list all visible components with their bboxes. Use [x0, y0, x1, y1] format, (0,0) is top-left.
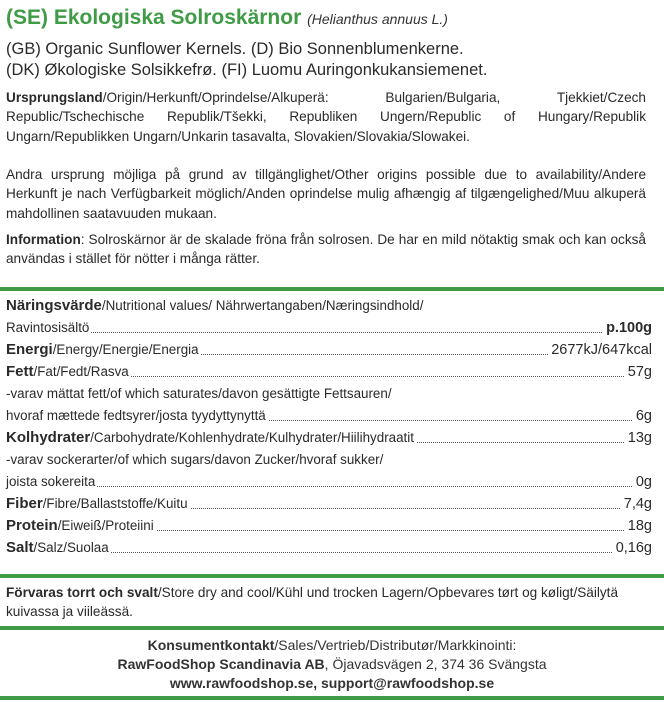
row-label-rest: /Energy/Energie/Energia [52, 342, 199, 357]
nutrition-row-salt [6, 537, 652, 559]
nutrition-row-fat [6, 361, 652, 383]
origin-text: /Origin/Herkunft/Oprindelse/Alkuperä: Bulgarien/Bulgaria, Tjekkiet/Czech Republic/Tschechische Republik/Tšekki, Republiken Ungern/Republic of Hungary/Republik Ungarn/Republikken Ungarn/Unkarin tasavalta, Slovakien/Slovakia/Slowakei. [6, 90, 646, 144]
nutrition-header-row-2 [6, 317, 652, 339]
nutrition-header-line2: Ravintosisältö [6, 320, 90, 335]
row-label: hvoraf mættede fedtsyrer/josta tyydyttynyttä [6, 408, 266, 423]
row-label-bold: Salt [6, 539, 34, 556]
nutrition-row-energy [6, 339, 652, 361]
nutrition-table [6, 295, 652, 559]
nutrition-row-saturates [6, 405, 652, 427]
row-value: 0,16g [613, 537, 652, 559]
divider-lower [0, 626, 664, 630]
row-label-bold: Energi [6, 341, 53, 358]
row-value: 0g [633, 471, 652, 493]
storage-label: Förvaras torrt och svalt [6, 585, 158, 600]
divider-bottom [0, 696, 664, 700]
subtitle-gb-de: (GB) Organic Sunflower Kernels. (D) Bio Sonnenblumenkerne. [6, 40, 464, 58]
row-value: 57g [625, 361, 652, 383]
row-value: 13g [625, 427, 652, 449]
row-label-bold: Fett [6, 363, 34, 380]
row-label-bold: Kolhydrater [6, 429, 91, 446]
row-value: 2677kJ/647kcal [548, 339, 652, 361]
row-label-bold: Protein [6, 517, 58, 534]
nutrition-row-carbohydrate [6, 427, 652, 449]
contact-label-rest: /Sales/Vertrieb/Distributør/Markkinointi: [274, 637, 517, 653]
storage-paragraph [6, 583, 646, 621]
row-label-rest: /Eiweiß/Proteiini [57, 518, 154, 533]
subtitle-dk-fi: (DK) Økologiske Solsikkefrø. (FI) Luomu Auringonkukansiemenet. [6, 61, 488, 79]
row-label-rest: /Salz/Suolaa [33, 540, 109, 555]
storage-text: /Store dry and cool/Kühl und trocken Lagern/Opbevares tørt og køligt/Säilytä kuivassa ja viileässä. [6, 585, 619, 619]
other-origin-paragraph: Andra ursprung möjliga på grund av tillgänglighet/Other origins possible due to availability/Andere Herkunft je nach Verfügbarkeit möglich/Anden oprindelse mulig afhængig af tilgængelighed/Muu alkuperä mahdollinen saatavuuden mukaan. [6, 167, 646, 221]
contact-line-2 [0, 655, 664, 674]
nutrition-row-saturates-line1 [6, 383, 652, 405]
contact-line-1 [0, 636, 664, 655]
contact-address: , Öjavadsvägen 2, 374 36 Svängsta [324, 656, 547, 672]
title-main: (SE) Ekologiska Solroskärnor [6, 6, 302, 29]
nutrition-row-sugars [6, 471, 652, 493]
title-latin-name: (Helianthus annuus L.) [307, 11, 448, 27]
divider-middle [0, 574, 664, 578]
row-label: joista sokereita [6, 474, 96, 489]
contact-company: RawFoodShop Scandinavia AB [117, 656, 325, 672]
row-value: 6g [633, 405, 652, 427]
nutrition-header-row [6, 295, 652, 317]
nutrition-row-protein [6, 515, 652, 537]
row-label: -varav sockerarter/of which sugars/davon Zucker/hvoraf sukker/ [6, 452, 384, 467]
origin-paragraph [6, 88, 646, 146]
nutrition-row-sugars-line1 [6, 449, 652, 471]
row-label: -varav mättat fett/of which saturates/davon gesättigte Fettsauren/ [6, 386, 392, 401]
nutrition-row-fibre [6, 493, 652, 515]
nutrition-header-value: p.100g [603, 317, 652, 339]
information-paragraph [6, 230, 646, 269]
row-label-rest: /Carbohydrate/Kohlenhydrate/Kulhydrater/Hiilihydraatit [90, 430, 414, 445]
contact-label: Konsumentkontakt [147, 637, 275, 653]
row-label-rest: /Fibre/Ballaststoffe/Kuitu [42, 496, 188, 511]
nutrition-header-bold: Näringsvärde [6, 297, 102, 314]
contact-line-3 [0, 674, 664, 693]
contact-web-email[interactable]: www.rawfoodshop.se, support@rawfoodshop.se [169, 675, 495, 691]
information-label: Information [6, 232, 81, 247]
row-label-rest: /Fat/Fedt/Rasva [33, 364, 129, 379]
divider-top [0, 287, 664, 291]
row-label-bold: Fiber [6, 495, 43, 512]
origin-label: Ursprungsland [6, 90, 103, 105]
nutrition-header-rest: /Nutritional values/ Nährwertangaben/Næringsindhold/ [101, 298, 424, 313]
row-value: 7,4g [621, 493, 652, 515]
row-value: 18g [625, 515, 652, 537]
information-text: : Solroskärnor är de skalade fröna från solrosen. De har en mild nötaktig smak och kan också användas i stället för nötter i många rätter. [6, 232, 646, 267]
product-title [6, 6, 448, 30]
